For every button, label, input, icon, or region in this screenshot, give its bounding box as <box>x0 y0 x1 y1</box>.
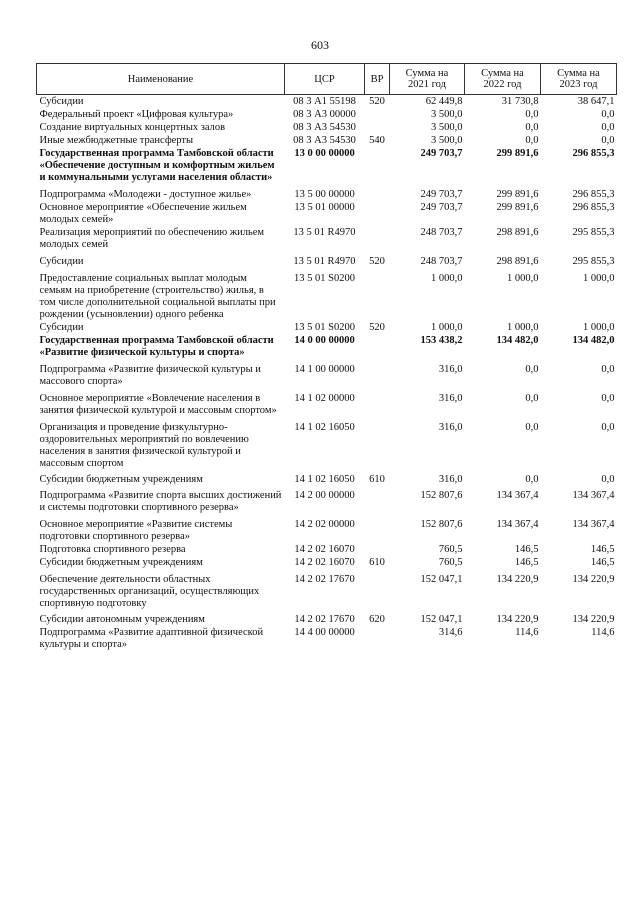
header-vr: ВР <box>365 64 390 95</box>
row-sum-2023: 0,0 <box>601 109 615 120</box>
table-row <box>37 201 617 226</box>
row-vr <box>365 626 390 651</box>
row-sum-2022: 0,0 <box>525 135 539 146</box>
row-name: Организация и проведение физкультурно-оздоровительных мероприятий по вовлечению населения в занятия физической культурой и массовым спортом <box>39 422 249 469</box>
row-sum-2023: 0,0 <box>601 393 615 404</box>
row-name: Субсидии бюджетным учреждениям <box>39 557 203 568</box>
row-name: Подпрограмма «Развитие адаптивной физической культуры и спорта» <box>39 627 264 650</box>
row-vr <box>365 388 390 417</box>
row-sum-2022: 1 000,0 <box>507 273 539 284</box>
row-sum-2023: 38 647,1 <box>577 96 615 107</box>
row-vr <box>365 514 390 543</box>
row-name: Основное мероприятие «Обеспечение жильем молодых семей» <box>39 202 247 225</box>
row-sum-2022: 299 891,6 <box>496 189 539 200</box>
row-sum-2021: 62 449,8 <box>425 96 463 107</box>
row-sum-2022: 0,0 <box>525 393 539 404</box>
row-sum-2022: 299 891,6 <box>496 202 539 213</box>
table-row <box>37 134 617 147</box>
row-csr: 13 5 01 R4970 <box>293 256 356 267</box>
row-vr <box>365 543 390 556</box>
table-row <box>37 95 617 109</box>
row-sum-2021: 248 703,7 <box>420 227 463 238</box>
row-vr <box>365 417 390 470</box>
header-sum-2021-line1: Сумма на <box>405 68 449 79</box>
row-csr: 14 2 02 16070 <box>294 557 355 568</box>
row-csr: 13 0 00 00000 <box>294 148 355 159</box>
header-csr: ЦСР <box>285 64 365 95</box>
row-csr: 08 3 А3 54530 <box>293 122 356 133</box>
row-sum-2022: 146,5 <box>514 544 539 555</box>
table-row <box>37 321 617 334</box>
table-row <box>37 417 617 470</box>
row-name: Иные межбюджетные трансферты <box>39 135 194 146</box>
row-sum-2023: 1 000,0 <box>583 322 615 333</box>
row-csr: 13 5 01 R4970 <box>293 227 356 238</box>
row-sum-2022: 0,0 <box>525 474 539 485</box>
table-row <box>37 543 617 556</box>
row-csr: 08 3 А1 55198 <box>293 96 356 107</box>
table-row <box>37 486 617 514</box>
row-sum-2023: 0,0 <box>601 135 615 146</box>
row-csr: 08 3 А3 00000 <box>293 109 356 120</box>
row-sum-2022: 146,5 <box>514 557 539 568</box>
row-csr: 13 5 01 00000 <box>294 202 355 213</box>
row-csr: 13 5 01 S0200 <box>294 322 355 333</box>
row-name: Реализация мероприятий по обеспечению жильем молодых семей <box>39 227 265 250</box>
row-vr <box>365 147 390 184</box>
row-name: Основное мероприятие «Вовлечение населения в занятия физической культурой и массовым спортом» <box>39 393 277 416</box>
row-sum-2021: 3 500,0 <box>431 122 463 133</box>
table-row <box>37 268 617 321</box>
row-sum-2023: 0,0 <box>601 122 615 133</box>
row-sum-2023: 134 220,9 <box>572 614 615 625</box>
row-name: Предоставление социальных выплат молодым семьям на приобретение (строительство) жилья, в том числе дополнительной социальной выплаты при рождении (усыновлении) одного ребенка <box>39 273 276 320</box>
row-sum-2021: 316,0 <box>438 364 463 375</box>
table-row <box>37 147 617 184</box>
row-sum-2022: 299 891,6 <box>496 148 539 159</box>
table-header-row <box>37 64 617 95</box>
row-csr: 13 5 01 S0200 <box>294 273 355 284</box>
row-sum-2021: 152 807,6 <box>420 490 463 501</box>
row-sum-2022: 134 482,0 <box>496 335 539 346</box>
row-csr: 14 1 00 00000 <box>294 364 355 375</box>
row-name: Основное мероприятие «Развитие системы подготовки спортивного резерва» <box>39 519 233 542</box>
row-sum-2023: 1 000,0 <box>583 273 615 284</box>
row-vr <box>365 486 390 514</box>
row-vr <box>365 121 390 134</box>
row-sum-2023: 0,0 <box>601 474 615 485</box>
row-name: Субсидии бюджетным учреждениям <box>39 474 203 485</box>
row-sum-2023: 134 367,4 <box>572 519 615 530</box>
row-csr: 14 0 00 00000 <box>294 335 355 346</box>
row-vr: 520 <box>369 256 385 267</box>
row-vr <box>365 201 390 226</box>
table-row <box>37 569 617 610</box>
row-csr: 14 4 00 00000 <box>294 627 355 638</box>
row-sum-2022: 298 891,6 <box>496 256 539 267</box>
table-row <box>37 556 617 569</box>
row-sum-2021: 760,5 <box>438 557 463 568</box>
row-sum-2023: 296 855,3 <box>572 202 615 213</box>
row-sum-2022: 114,6 <box>515 627 539 638</box>
table-row <box>37 470 617 486</box>
table-row <box>37 359 617 388</box>
row-vr <box>365 108 390 121</box>
row-csr: 14 1 02 00000 <box>294 393 355 404</box>
row-sum-2022: 0,0 <box>525 109 539 120</box>
row-sum-2021: 152 047,1 <box>420 574 463 585</box>
table-row <box>37 251 617 268</box>
row-name: Федеральный проект «Цифровая культура» <box>39 109 234 120</box>
row-sum-2023: 0,0 <box>601 422 615 433</box>
row-name: Подпрограмма «Развитие спорта высших достижений и системы подготовки спортивного резерва» <box>39 490 282 513</box>
header-sum-2021 <box>390 64 465 95</box>
table-row <box>37 108 617 121</box>
row-csr: 13 5 00 00000 <box>294 189 355 200</box>
row-name: Субсидии автономным учреждениям <box>39 614 205 625</box>
row-sum-2021: 249 703,7 <box>420 189 463 200</box>
table-row <box>37 626 617 651</box>
page-number: 603 <box>311 38 329 52</box>
table-row <box>37 388 617 417</box>
row-sum-2023: 146,5 <box>590 544 615 555</box>
row-sum-2021: 249 703,7 <box>420 202 463 213</box>
row-csr: 14 2 02 17670 <box>294 614 355 625</box>
table-row <box>37 514 617 543</box>
row-csr: 14 2 02 00000 <box>294 519 355 530</box>
header-sum-2022-line2: 2022 год <box>483 79 522 90</box>
table-body <box>37 95 617 652</box>
row-sum-2022: 134 220,9 <box>496 574 539 585</box>
row-csr: 14 2 02 17670 <box>294 574 355 585</box>
header-sum-2023-line2: 2023 год <box>559 79 598 90</box>
row-sum-2022: 0,0 <box>525 422 539 433</box>
row-sum-2021: 316,0 <box>438 393 463 404</box>
row-vr <box>365 184 390 201</box>
row-sum-2023: 295 855,3 <box>572 227 615 238</box>
header-name: Наименование <box>37 64 285 95</box>
row-name: Субсидии <box>39 322 84 333</box>
row-csr: 14 2 02 16070 <box>294 544 355 555</box>
row-sum-2023: 296 855,3 <box>572 148 615 159</box>
row-sum-2022: 0,0 <box>525 364 539 375</box>
row-vr: 610 <box>369 474 385 485</box>
row-vr: 610 <box>369 557 385 568</box>
row-sum-2021: 1 000,0 <box>431 273 463 284</box>
row-sum-2021: 152 807,6 <box>420 519 463 530</box>
row-sum-2022: 31 730,8 <box>501 96 539 107</box>
row-sum-2021: 249 703,7 <box>420 148 463 159</box>
row-sum-2022: 134 367,4 <box>496 519 539 530</box>
row-sum-2021: 1 000,0 <box>431 322 463 333</box>
table-row <box>37 334 617 359</box>
row-vr <box>365 226 390 251</box>
header-sum-2022 <box>465 64 541 95</box>
row-sum-2023: 146,5 <box>590 557 615 568</box>
row-csr: 14 1 02 16050 <box>294 422 355 433</box>
row-vr <box>365 334 390 359</box>
row-name: Подготовка спортивного резерва <box>39 544 186 555</box>
row-sum-2022: 1 000,0 <box>507 322 539 333</box>
row-name: Обеспечение деятельности областных государственных организаций, осуществляющих спортивную подготовку <box>39 574 260 609</box>
row-sum-2021: 3 500,0 <box>431 135 463 146</box>
row-sum-2023: 134 482,0 <box>572 335 615 346</box>
row-vr: 540 <box>369 135 385 146</box>
row-name: Субсидии <box>39 256 84 267</box>
row-sum-2023: 134 220,9 <box>572 574 615 585</box>
row-vr <box>365 569 390 610</box>
row-sum-2023: 114,6 <box>591 627 615 638</box>
budget-table <box>36 63 617 651</box>
table-row <box>37 226 617 251</box>
header-sum-2023-line1: Сумма на <box>557 68 600 79</box>
table-row <box>37 121 617 134</box>
row-sum-2021: 760,5 <box>438 544 463 555</box>
row-vr: 520 <box>369 322 385 333</box>
row-vr: 520 <box>369 96 385 107</box>
row-csr: 08 3 А3 54530 <box>293 135 356 146</box>
row-sum-2023: 296 855,3 <box>572 189 615 200</box>
row-sum-2022: 134 367,4 <box>496 490 539 501</box>
row-name: Государственная программа Тамбовской области «Обеспечение доступным и комфортным жильем и коммунальными услугами населения области» <box>39 148 275 183</box>
row-sum-2021: 3 500,0 <box>431 109 463 120</box>
row-vr: 620 <box>369 614 385 625</box>
row-name: Подпрограмма «Молодежи - доступное жилье» <box>39 189 252 200</box>
row-csr: 14 1 02 16050 <box>294 474 355 485</box>
row-name: Подпрограмма «Развитие физической культуры и массового спорта» <box>39 364 261 387</box>
row-sum-2023: 295 855,3 <box>572 256 615 267</box>
row-sum-2023: 0,0 <box>601 364 615 375</box>
row-sum-2022: 134 220,9 <box>496 614 539 625</box>
row-sum-2021: 314,6 <box>438 627 463 638</box>
row-sum-2022: 0,0 <box>525 122 539 133</box>
row-name: Субсидии <box>39 96 84 107</box>
row-name: Государственная программа Тамбовской области «Развитие физической культуры и спорта» <box>39 335 274 358</box>
row-vr <box>365 359 390 388</box>
table-row <box>37 610 617 626</box>
header-sum-2023 <box>541 64 617 95</box>
row-sum-2021: 153 438,2 <box>420 335 463 346</box>
table-row <box>37 184 617 201</box>
header-sum-2022-line1: Сумма на <box>481 68 524 79</box>
row-name: Создание виртуальных концертных залов <box>39 122 226 133</box>
row-sum-2023: 134 367,4 <box>572 490 615 501</box>
row-sum-2021: 316,0 <box>438 422 463 433</box>
row-csr: 14 2 00 00000 <box>294 490 355 501</box>
row-sum-2021: 248 703,7 <box>420 256 463 267</box>
header-sum-2021-line2: 2021 год <box>408 79 446 90</box>
row-sum-2021: 316,0 <box>438 474 463 485</box>
row-sum-2022: 298 891,6 <box>496 227 539 238</box>
row-sum-2021: 152 047,1 <box>420 614 463 625</box>
row-vr <box>365 268 390 321</box>
